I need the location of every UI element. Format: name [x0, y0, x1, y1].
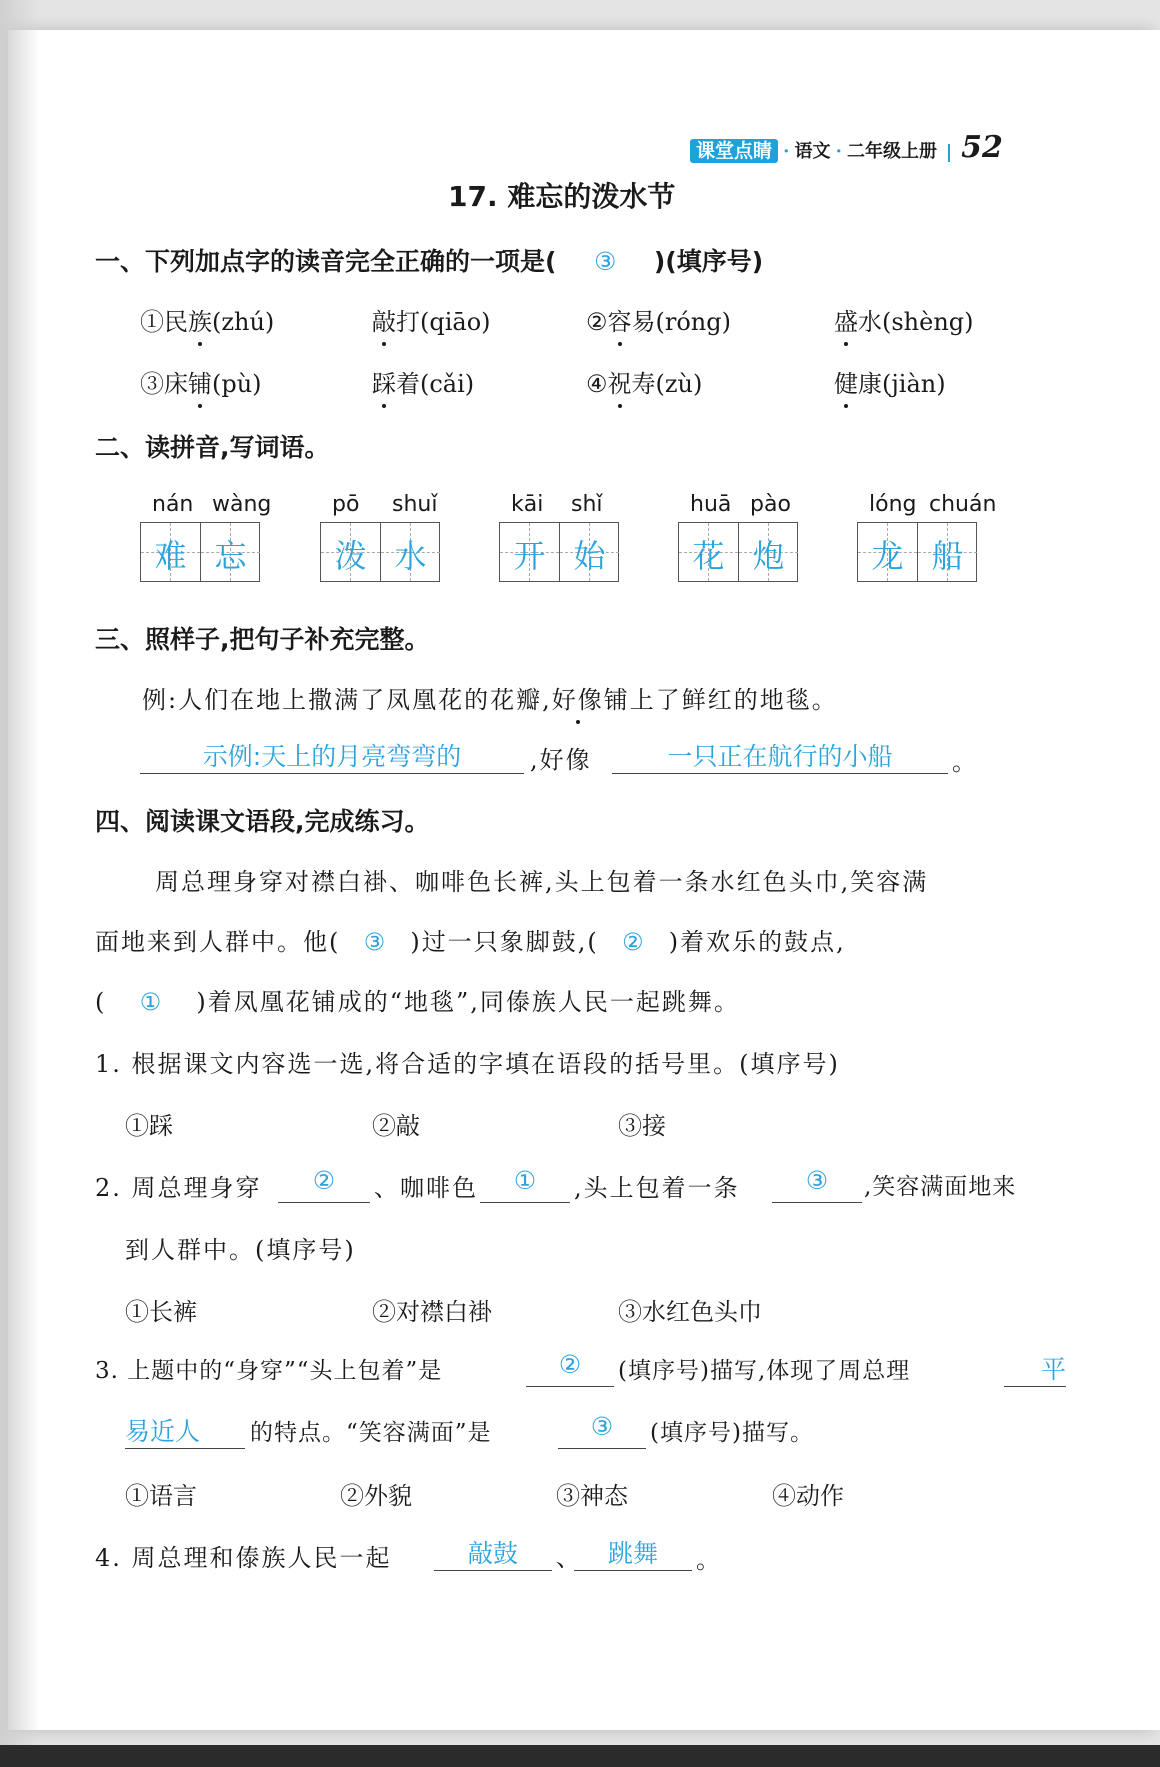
- q4-sub1-question: 1. 根据课文内容选一选,将合适的字填在语段的括号里。(填序号): [95, 1050, 840, 1078]
- q1-option-prefix: ①民: [140, 308, 188, 336]
- bottom-bar: [0, 1745, 1160, 1767]
- q4-sub3-blank-2a[interactable]: 平: [1004, 1350, 1066, 1387]
- q4-sub3-text-b: (填序号)描写,体现了周总理: [618, 1358, 911, 1384]
- q1-option-suffix: 水(shèng): [858, 308, 974, 336]
- para-text-b: )过一只象脚鼓,(: [410, 928, 599, 956]
- handwritten-character: 泼: [334, 537, 367, 575]
- q3-example-dotted-text: 好像: [551, 686, 604, 714]
- pinyin-label: shuǐ: [392, 492, 438, 517]
- q1-option-dotted-char: 铺: [188, 364, 212, 399]
- q4-sub2-blank-2[interactable]: ①: [480, 1166, 570, 1203]
- q1-option-suffix: 易(róng): [631, 308, 731, 336]
- q4-heading: 四、阅读课文语段,完成练习。: [95, 807, 430, 836]
- q4-sub2-text-b: 、咖啡色: [374, 1174, 478, 1202]
- q4-sub4-text-a: 4. 周总理和傣族人民一起: [95, 1544, 392, 1572]
- q3-example-dotted: [552, 680, 604, 715]
- tianzige-cell[interactable]: [380, 523, 440, 581]
- tianzige-cell[interactable]: [500, 523, 559, 581]
- q3-example: [142, 680, 838, 715]
- q4-sub3-option-4: ④动作: [772, 1482, 844, 1510]
- para-text-c: )着欢乐的鼓点,: [668, 928, 846, 956]
- pinyin-label: lóng: [869, 492, 917, 517]
- q2-heading: 二、读拼音,写词语。: [95, 433, 330, 462]
- q1-option: [140, 364, 262, 399]
- q1-option-prefix: ③床: [140, 370, 188, 398]
- handwritten-character: 始: [573, 537, 606, 575]
- q4-paragraph-line-2: [95, 922, 846, 957]
- q4-sub1-option-1: ①踩: [125, 1112, 173, 1140]
- q4-sub2-blank-1[interactable]: ②: [278, 1166, 370, 1203]
- q1-option: [372, 302, 491, 337]
- pinyin-label: wàng: [212, 492, 272, 517]
- q1-option-dotted-char: 敲: [372, 302, 396, 337]
- q1-option: [586, 302, 731, 337]
- q4-sub3-text-d: (填序号)描写。: [650, 1420, 814, 1446]
- para-text-a: 面地来到人群中。他(: [95, 928, 341, 956]
- q1-option-prefix: ④: [586, 370, 608, 398]
- q3-answer-blank-2[interactable]: 一只正在航行的小船: [612, 737, 948, 774]
- q4-paragraph-line-1: 周总理身穿对襟白褂、咖啡色长裤,头上包着一条水红色头巾,笑容满: [155, 868, 929, 896]
- tianzige-word-box: [499, 522, 619, 582]
- q4-sub2-option-3: ③水红色头巾: [618, 1298, 762, 1326]
- q4-sub3-option-1: ①语言: [125, 1482, 197, 1510]
- pinyin-label: huā: [690, 492, 732, 517]
- q3-period: 。: [952, 748, 978, 776]
- handwritten-character: 开: [513, 537, 546, 575]
- para-blank-3[interactable]: ①: [139, 988, 164, 1016]
- handwritten-character: 水: [394, 537, 427, 575]
- para-blank-2[interactable]: ②: [621, 928, 646, 956]
- header-grade: 二年级上册: [846, 141, 937, 162]
- q4-sub2-text-line2: 到人群中。(填序号): [125, 1236, 356, 1264]
- q4-sub2-text-d: ,笑容满面地来: [864, 1174, 1017, 1200]
- q1-option: [834, 364, 946, 399]
- para-blank-1[interactable]: ③: [363, 928, 388, 956]
- q1-option-dotted-char: 祝: [608, 364, 632, 399]
- handwritten-character: 花: [692, 537, 725, 575]
- page-gutter-shadow: [0, 0, 40, 1767]
- q1-option-dotted-char: 踩: [372, 364, 396, 399]
- q1-option-dotted-char: 健: [834, 364, 858, 399]
- q1-option-dotted-char: 容: [608, 302, 632, 337]
- q1-option-suffix: 康(jiàn): [858, 370, 946, 398]
- q4-sub2-text-c: ,头上包着一条: [574, 1174, 740, 1202]
- q4-sub3-blank-2b[interactable]: 易近人: [125, 1412, 245, 1449]
- handwritten-character: 龙: [871, 537, 904, 575]
- q4-sub4-blank-2[interactable]: 跳舞: [574, 1534, 692, 1571]
- q4-sub3-blank-3[interactable]: ③: [558, 1412, 646, 1449]
- lesson-title: 17. 难忘的泼水节: [448, 180, 676, 213]
- q1-option: [586, 364, 702, 399]
- para-text-d: (: [95, 988, 107, 1016]
- tianzige-cell[interactable]: [917, 523, 977, 581]
- q4-sub1-option-2: ②敲: [372, 1112, 420, 1140]
- q1-option-suffix: (zhú): [212, 308, 275, 336]
- q4-sub2-text-a: 2. 周总理身穿: [95, 1174, 262, 1202]
- q1-option: [834, 302, 974, 337]
- q1-heading-text: 一、下列加点字的读音完全正确的一项是(: [95, 247, 557, 276]
- q1-heading: [95, 242, 763, 278]
- q4-sub1-option-3: ③接: [618, 1112, 666, 1140]
- pinyin-label: nán: [152, 492, 194, 517]
- handwritten-character: 船: [931, 537, 964, 575]
- handwritten-character: 难: [154, 537, 187, 575]
- handwritten-character: 炮: [752, 537, 785, 575]
- q1-option-suffix: (pù): [212, 370, 262, 398]
- page-header: 课堂点睛 · 语文 · 二年级上册 52: [690, 130, 1003, 165]
- tianzige-cell[interactable]: [200, 523, 260, 581]
- handwritten-character: 忘: [214, 537, 247, 575]
- q1-option: [372, 364, 474, 399]
- q4-sub3-text-c: 的特点。“笑容满面”是: [250, 1420, 492, 1446]
- q4-sub2-option-1: ①长裤: [125, 1298, 197, 1326]
- q1-option-dotted-char: 族: [188, 302, 212, 337]
- tianzige-cell[interactable]: [559, 523, 619, 581]
- q4-sub4-separator: 、: [556, 1544, 582, 1572]
- q3-heading: 三、照样子,把句子补充完整。: [95, 625, 430, 654]
- tianzige-word-box: [678, 522, 798, 582]
- page-number: 52: [961, 130, 1003, 165]
- q1-option-suffix: 着(cǎi): [396, 370, 475, 398]
- tianzige-cell[interactable]: [321, 523, 380, 581]
- q4-sub3-option-3: ③神态: [556, 1482, 628, 1510]
- q4-paragraph-line-3: [95, 982, 740, 1017]
- q3-connector: ,好像: [530, 746, 592, 774]
- q1-option-suffix: 打(qiāo): [396, 308, 491, 336]
- q1-option-prefix: ②: [586, 308, 608, 336]
- tianzige-cell[interactable]: [141, 523, 200, 581]
- q3-example-tail: 铺上了鲜红的地毯。: [603, 686, 838, 714]
- q4-sub4-blank-1[interactable]: 敲鼓: [434, 1534, 552, 1571]
- q4-sub2-option-2: ②对襟白褂: [372, 1298, 492, 1326]
- pinyin-label: shǐ: [571, 492, 603, 517]
- pinyin-label: kāi: [511, 492, 544, 517]
- pinyin-label: chuán: [929, 492, 997, 517]
- q1-heading-suffix: )(填序号): [653, 247, 764, 276]
- pinyin-label: pào: [750, 492, 791, 517]
- tianzige-word-box: [857, 522, 977, 582]
- book-badge: 课堂点睛: [690, 139, 778, 163]
- header-subject: 语文: [794, 141, 831, 162]
- q4-sub3-text-a: 3. 上题中的“身穿”“头上包着”是: [95, 1358, 443, 1384]
- q1-option-dotted-char: 盛: [834, 302, 858, 337]
- q1-answer: ③: [593, 247, 617, 276]
- tianzige-cell[interactable]: [679, 523, 738, 581]
- q1-option-suffix: 寿(zù): [631, 370, 703, 398]
- tianzige-word-box: [320, 522, 440, 582]
- q4-sub2-blank-3[interactable]: ③: [772, 1166, 862, 1203]
- q4-sub4-period: 。: [696, 1546, 722, 1574]
- q3-example-text: 例:人们在地上撒满了凤凰花的花瓣,: [142, 686, 552, 714]
- q1-option: [140, 302, 274, 337]
- q4-sub3-option-2: ②外貌: [340, 1482, 412, 1510]
- header-divider: [948, 144, 950, 162]
- q4-sub3-blank-1[interactable]: ②: [526, 1350, 614, 1387]
- tianzige-cell[interactable]: [738, 523, 798, 581]
- para-text-e: )着凤凰花铺成的“地毯”,同傣族人民一起跳舞。: [196, 988, 740, 1016]
- tianzige-word-box: [140, 522, 260, 582]
- tianzige-cell[interactable]: [858, 523, 917, 581]
- q3-answer-blank-1[interactable]: 示例:天上的月亮弯弯的: [140, 737, 524, 774]
- pinyin-label: pō: [332, 492, 360, 517]
